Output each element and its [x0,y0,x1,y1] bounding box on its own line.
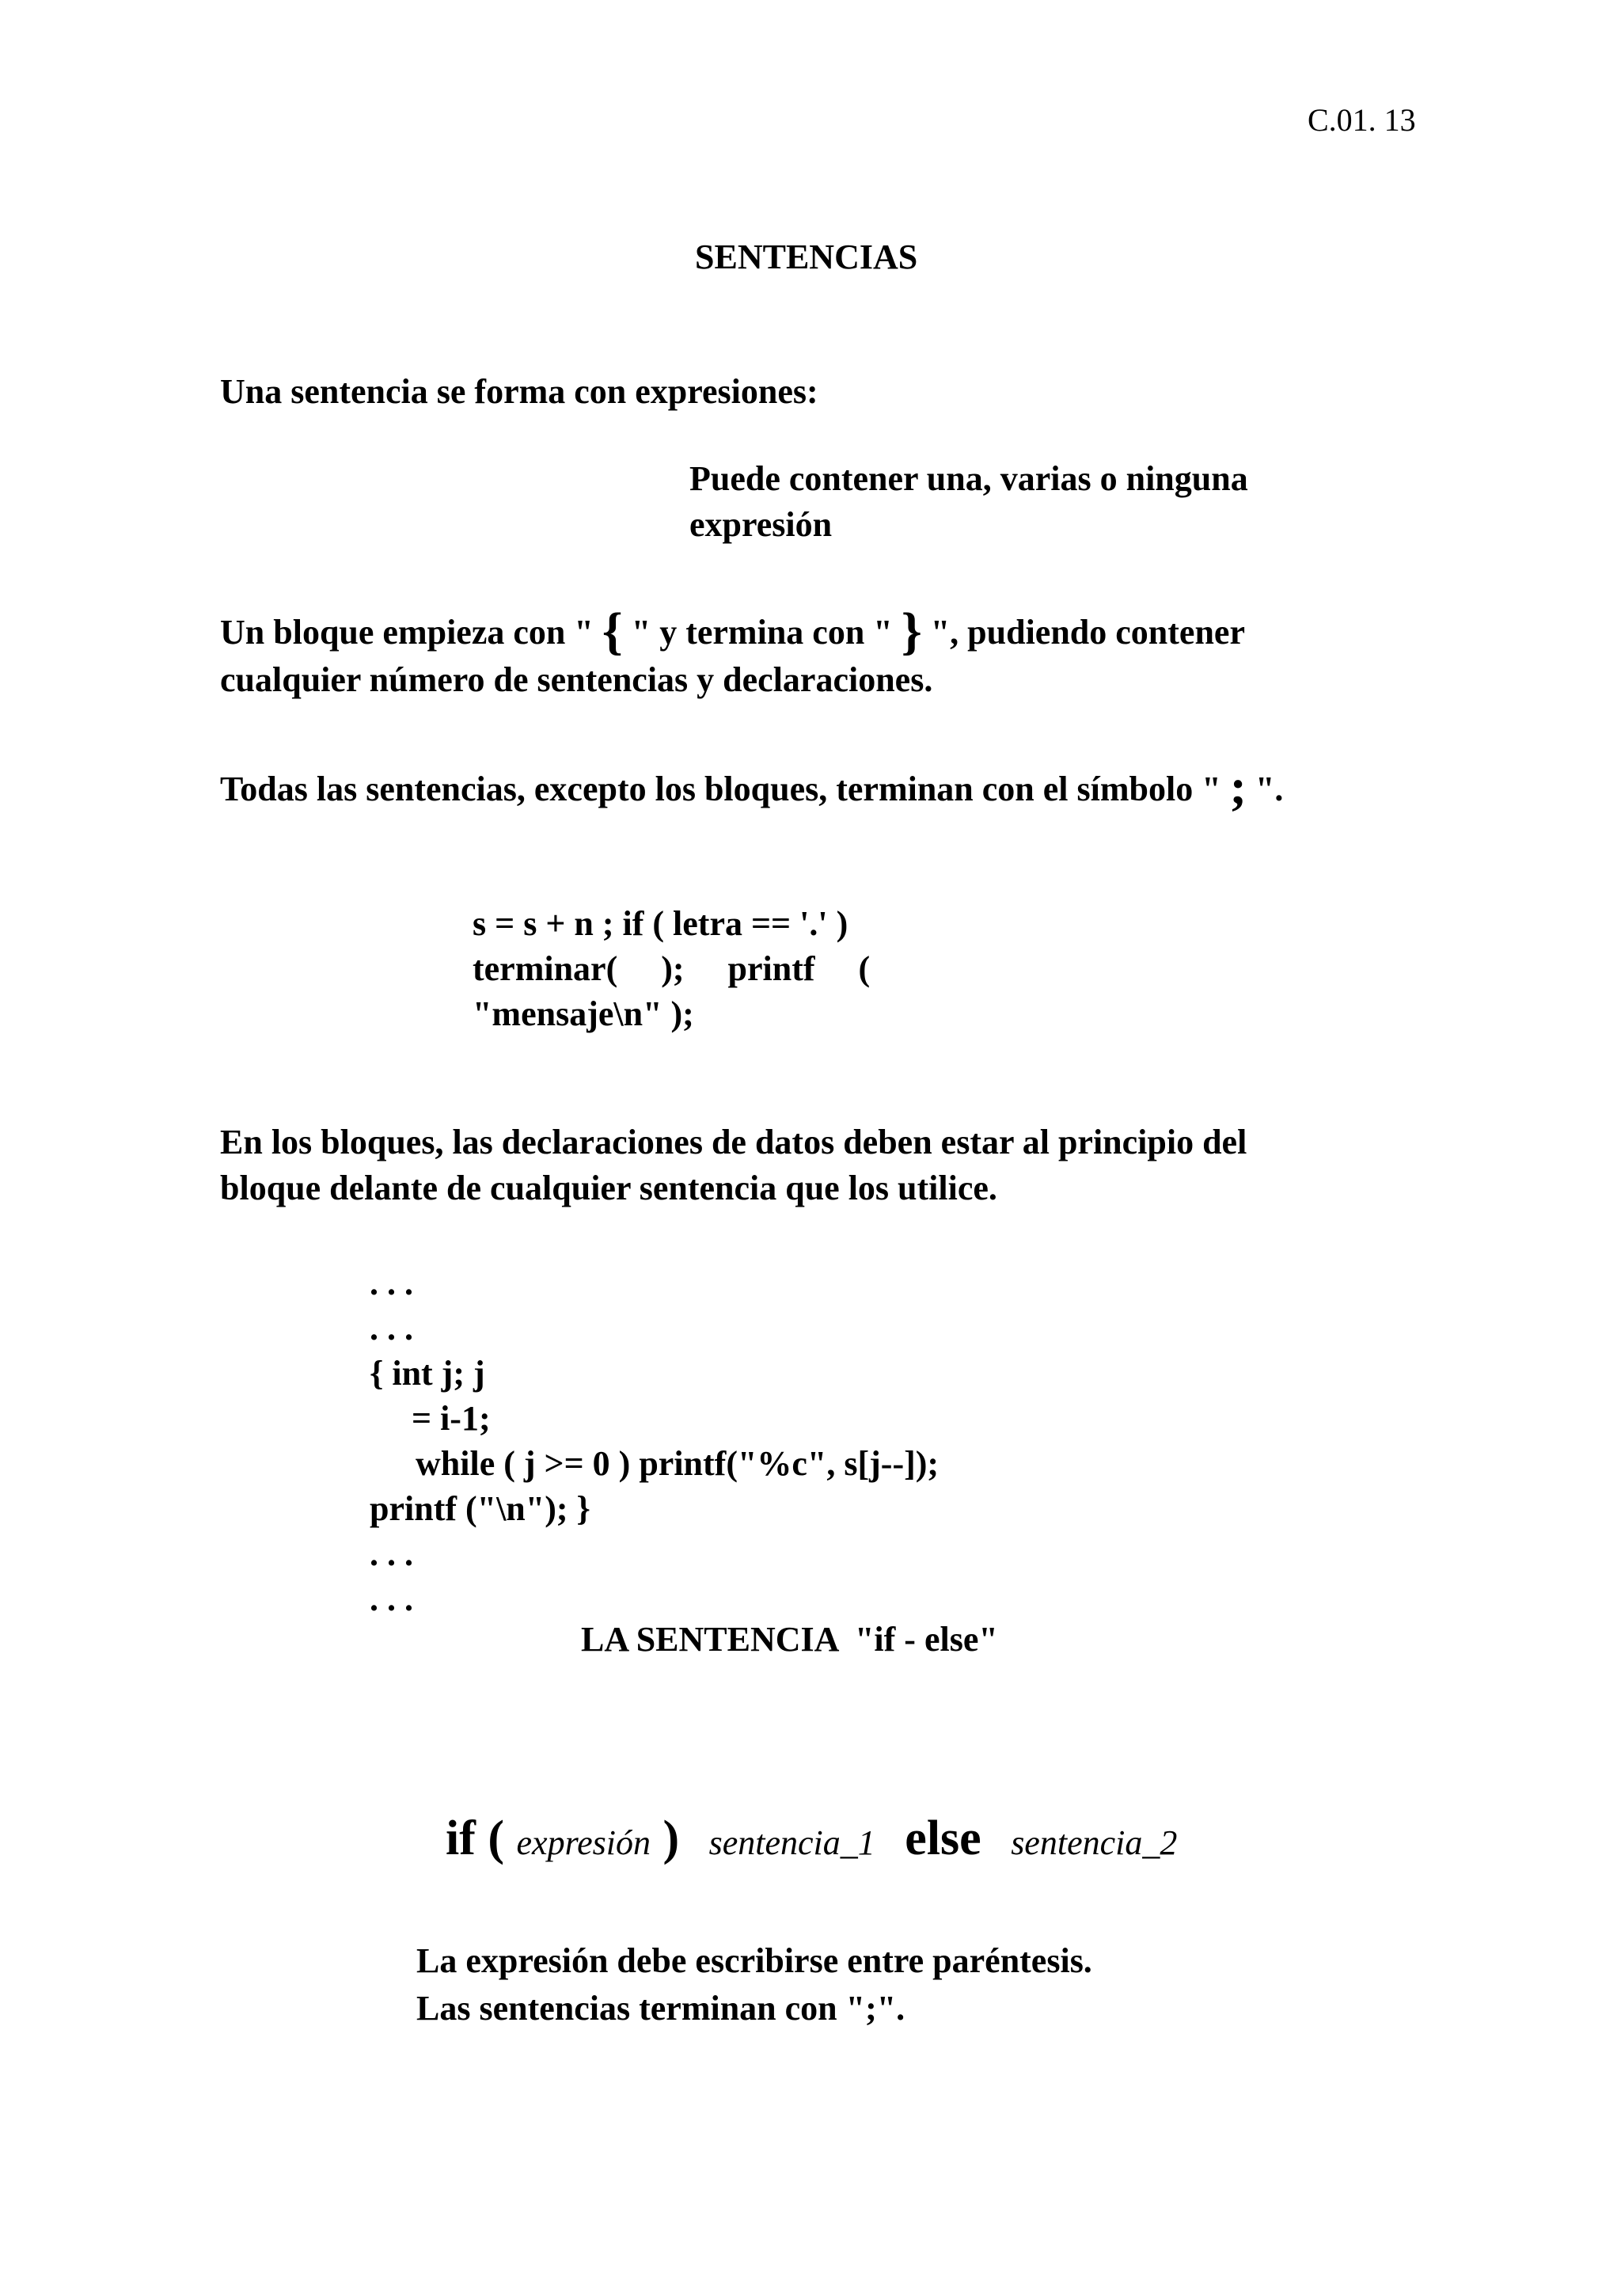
example-line: terminar( ); printf ( [473,949,871,988]
block-description-line-2: cualquier número de sentencias y declaraciones. [220,660,933,699]
if-note-2: Las sentencias terminan con ";". [416,1989,905,2028]
close-paren: ) [662,1811,680,1865]
declarations-line-1: En los bloques, las declaraciones de datos deben estar al principio del [220,1123,1247,1161]
page-number: C.01. 13 [1308,102,1416,138]
example-line: "mensaje\n" ); [473,994,694,1033]
close-brace-symbol: } [901,603,922,660]
open-paren: ( [488,1811,505,1865]
block-text-c: ", pudiendo contener [921,613,1245,652]
if-note-1: La expresión debe escribirse entre paréntesis. [416,1941,1092,1980]
block-text-a: Un bloque empieza con " [220,613,602,652]
semicolon-symbol: ; [1229,758,1247,815]
code-line: . . . [370,1309,413,1348]
block-text-b: " y termina con " [622,613,902,652]
code-line: . . . [370,1264,413,1302]
code-line: while ( j >= 0 ) printf("%c", s[j--]); [416,1444,940,1483]
open-brace-symbol: { [602,603,623,660]
example-statements [473,901,870,1036]
statement-2-placeholder: sentencia_2 [1011,1823,1178,1862]
example-line: s = s + n ; if ( letra == '.' ) [473,904,848,943]
code-line: . . . [370,1579,413,1618]
note-line-1: Puede contener una, varias o ninguna [689,459,1248,498]
note-line-2: expresión [689,505,833,544]
if-else-syntax [446,1807,1177,1875]
code-line: { int j; j [370,1354,485,1393]
terminate-text-b: ". [1246,770,1284,808]
code-block-example [370,1260,939,1621]
terminate-text-a: Todas las sentencias, excepto los bloques, terminan con el símbolo " [220,770,1230,808]
section-title-if-else: LA SENTENCIA "if - else" [581,1620,998,1659]
intro-text: Una sentencia se forma con expresiones: [220,372,818,411]
terminate-rule [220,758,1284,815]
expression-placeholder: expresión [516,1823,651,1862]
statement-1-placeholder: sentencia_1 [708,1823,875,1862]
declarations-line-2: bloque delante de cualquier sentencia que los utilice. [220,1169,997,1207]
else-keyword: else [905,1811,981,1865]
code-line: . . . [370,1534,413,1573]
if-keyword: if [446,1811,476,1865]
code-line: printf ("\n"); } [370,1489,590,1528]
block-description-line-1 [220,603,1245,660]
section-title-sentencias: SENTENCIAS [695,238,918,276]
code-line: = i-1; [412,1399,491,1438]
